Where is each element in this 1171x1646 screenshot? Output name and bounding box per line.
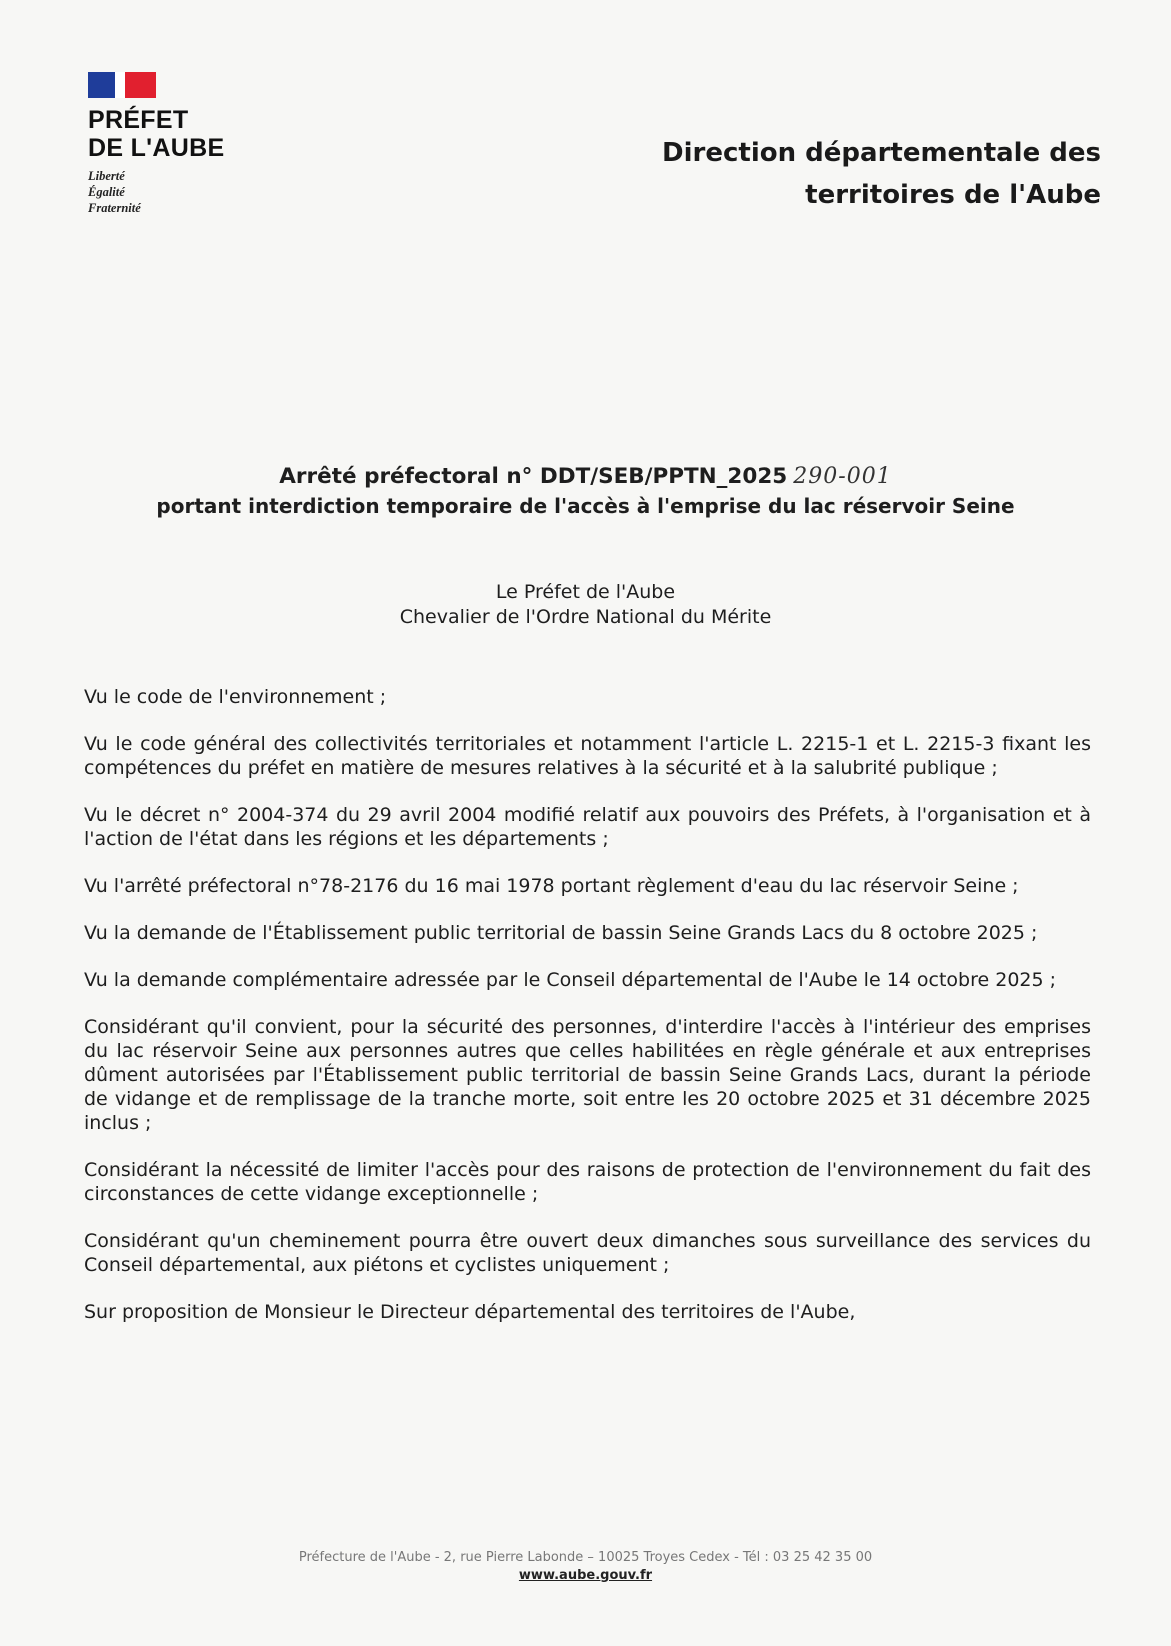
footer-website-link[interactable]: www.aube.gouv.fr — [518, 1568, 653, 1583]
motto-egalite: Égalité — [88, 185, 125, 199]
footer-address: Préfecture de l'Aube - 2, rue Pierre Labonde – 10025 Troyes Cedex - Tél : 03 25 42 35 00 — [298, 1550, 873, 1565]
decree-title-line1 — [60, 462, 1111, 492]
logo-title-line1: PRÉFET — [88, 106, 189, 134]
page-footer — [0, 1549, 1171, 1585]
paragraph-considerant-securite: Considérant qu'il convient, pour la sécurité des personnes, d'interdire l'accès à l'intérieur des emprises du lac réservoir Seine aux personnes autres que celles habilitées en règle générale et aux entreprises dûment autorisées par l'Établissement public territorial de bassin Seine Grands Lacs, durant la période de vidange et de remplissage de la tranche morte, soit entre les 20 octobre 2025 et 31 décembre 2025 inclus ; — [84, 1016, 1091, 1134]
paragraph-vu-decret: Vu le décret n° 2004-374 du 29 avril 2004 modifié relatif aux pouvoirs des Préfets, à l'organisation et à l'action de l'état dans les régions et les départements ; — [84, 804, 1091, 850]
prefet-name: Le Préfet de l'Aube — [495, 581, 676, 603]
paragraph-vu-arrete: Vu l'arrêté préfectoral n°78-2176 du 16 mai 1978 portant règlement d'eau du lac réservoir Seine ; — [84, 875, 1019, 897]
direction-line2: territoires de l'Aube — [805, 180, 1101, 210]
paragraph-considerant-environnement: Considérant la nécessité de limiter l'accès pour des raisons de protection de l'environnement du fait des circonstances de cette vidange exceptionnelle ; — [84, 1159, 1091, 1205]
paragraph-sur-proposition: Sur proposition de Monsieur le Directeur départemental des territoires de l'Aube, — [84, 1301, 856, 1323]
paragraph-vu-demande-eptb: Vu la demande de l'Établissement public territorial de bassin Seine Grands Lacs du 8 octobre 2025 ; — [84, 922, 1038, 944]
decree-subject: portant interdiction temporaire de l'accès à l'emprise du lac réservoir Seine — [156, 494, 1015, 518]
decree-body — [84, 685, 1091, 1347]
paragraph-vu-demande-cd: Vu la demande complémentaire adressée par le Conseil départemental de l'Aube le 14 octobre 2025 ; — [84, 969, 1057, 991]
logo-title — [88, 106, 268, 162]
french-flag-icon — [88, 72, 156, 98]
decree-number: Arrêté préfectoral n° DDT/SEB/PPTN_2025 — [279, 464, 788, 489]
paragraph-considerant-cheminement: Considérant qu'un cheminement pourra être ouvert deux dimanches sous surveillance des services du Conseil départemental, aux piétons et cyclistes uniquement ; — [84, 1230, 1091, 1276]
issuing-direction — [641, 132, 1101, 216]
prefet-signatory — [60, 580, 1111, 630]
handwritten-number: 290-001 — [793, 464, 892, 489]
paragraph-vu-cgct: Vu le code général des collectivités territoriales et notamment l'article L. 2215-1 et L. 2215-3 fixant les compétences du préfet en matière de mesures relatives à la sécurité et à la salubrité publique ; — [84, 733, 1091, 779]
motto-fraternite: Fraternité — [88, 201, 141, 215]
motto-liberte: Liberté — [88, 169, 125, 183]
logo-title-line2: DE L'AUBE — [88, 134, 225, 162]
prefet-distinction: Chevalier de l'Ordre National du Mérite — [399, 606, 772, 628]
direction-line1: Direction départementale des — [662, 138, 1101, 168]
prefecture-logo — [88, 72, 268, 216]
paragraph-vu-code-environnement: Vu le code de l'environnement ; — [84, 686, 387, 708]
republic-motto — [88, 168, 268, 216]
decree-title — [60, 462, 1111, 520]
